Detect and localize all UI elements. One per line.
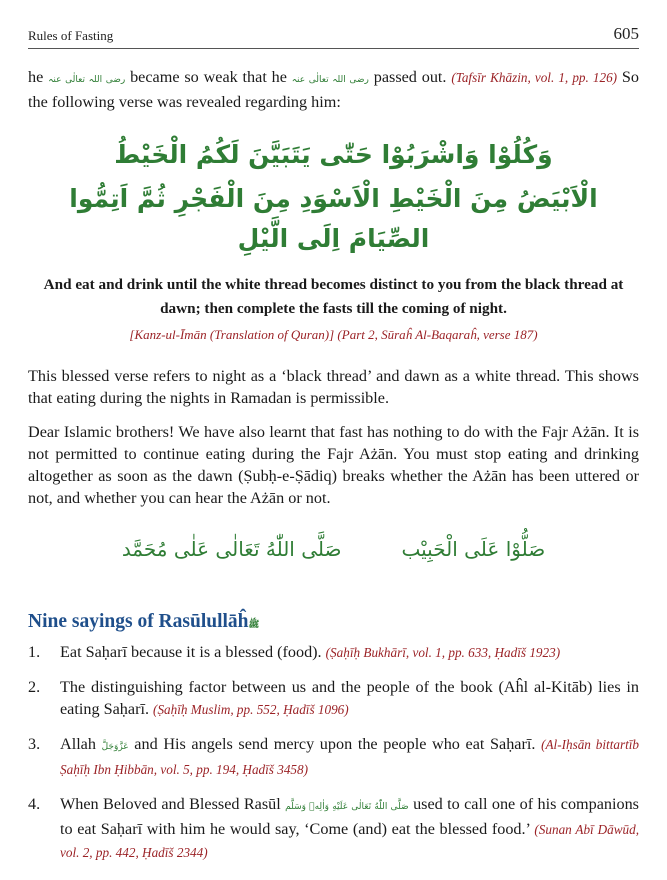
text-run: became so weak that he <box>125 68 292 86</box>
page-header <box>28 22 639 49</box>
paragraph-intro <box>28 66 639 113</box>
text-run: So the following verse was revealed regarding him: <box>28 68 639 111</box>
honorific-glyph: عَزَّوَجَلَّ <box>101 742 129 752</box>
item-text: When Beloved and Blessed Rasūl <box>60 795 286 813</box>
text-run: he <box>28 68 49 86</box>
honorific-glyph: رضی اللہ تعالٰی عنہ <box>48 75 126 85</box>
page-content <box>28 66 639 876</box>
sayings-list <box>28 641 639 864</box>
honorific-glyph: صَلَّى اللّٰهُ تَعَالٰى عَلَيْهِ وَاٰلِهٖ وَسَلَّم <box>285 802 409 812</box>
item-number: 2. <box>28 678 41 696</box>
honorific-glyph: ﷺ <box>248 620 260 630</box>
text-run: passed out. <box>368 68 452 86</box>
verse-citation: [Kanz-ul-Īmān (Translation of Quran)] (Part 2, Sūraĥ Al-Baqaraĥ, verse 187) <box>129 327 538 342</box>
running-title: Rules of Fasting <box>28 28 114 43</box>
paragraph-fajr-azan: Dear Islamic brothers! We have also learnt that fast has nothing to do with the Fajr Ażān. It is not permitted to continue eating during the Fajr Ażān. You must stop eating and drinking altogether as soon as the dawn (Ṣubḥ-e-Ṣādiq) breaks whether the Ażān has been uttered or not, and whether you can hear the Ażān or not. <box>28 423 639 507</box>
salat-left: صَلُّوْا عَلَى الْحَبِيْب <box>401 537 546 561</box>
quran-verse-line-1: وَكُلُوْا وَاشْرَبُوْا حَتّٰى يَتَبَيَّنَ لَكُمُ الْخَيْطُ <box>114 140 553 169</box>
item-text: used to call one of his companions to eat Saḥarī with him he would say, ‘Come (and) eat the blessed food.’ <box>60 795 639 838</box>
list-item <box>28 733 639 781</box>
item-number: 3. <box>28 735 41 753</box>
citation: (Ṣaḥīḥ Muslim, pp. 552, Ḥadīš 1096) <box>153 702 349 717</box>
salat-right: صَلَّى اللّٰهُ تَعَالٰى عَلٰى مُحَمَّد <box>121 537 342 561</box>
item-text: Allah <box>60 735 102 753</box>
salat-calligraphy <box>28 529 639 569</box>
citation: (Ṣaḥīḥ Bukhārī, vol. 1, pp. 633, Ḥadīš 1923) <box>325 645 561 660</box>
citation: (Sunan Abī Dāwūd, vol. 2, pp. 442, Ḥadīš 2344) <box>60 822 639 860</box>
item-text: and His angels send mercy upon the people who eat Saḥarī. <box>128 735 542 753</box>
verse-translation: And eat and drink until the white thread becomes distinct to you from the black thread at dawn; then complete the fasts till the coming of night. <box>43 276 624 317</box>
item-text: The distinguishing factor between us and the people of the book (Aĥl al-Kitāb) lies in eating Saḥarī. <box>60 678 639 718</box>
citation: (Tafsīr Khāzin, vol. 1, pp. 126) <box>451 70 618 85</box>
honorific-glyph: رضی اللہ تعالٰی عنہ <box>291 75 369 85</box>
citation: (Al-Iḥsān bittartīb Ṣaḥīḥ Ibn Ḥibbān, vol. 5, pp. 194, Ḥadīš 3458) <box>60 737 640 777</box>
list-item <box>28 676 639 721</box>
list-item <box>28 793 639 864</box>
page-number: 605 <box>613 24 639 43</box>
heading-text: Nine sayings of Rasūlullāĥ <box>28 611 249 632</box>
list-item <box>28 641 639 664</box>
paragraph-black-thread: This blessed verse refers to night as a ‘black thread’ and dawn as a white thread. This shows that eating during the nights in Ramadan is permissible. <box>28 367 639 407</box>
item-number: 4. <box>28 795 41 813</box>
quran-verse-line-2: الْاَبْيَضُ مِنَ الْخَيْطِ الْاَسْوَدِ مِنَ الْفَجْرِ ثُمَّ اَتِمُّوا الصِّيَامَ اِلَى الَّيْلِ <box>69 184 598 253</box>
section-heading <box>28 611 639 633</box>
item-text: Eat Saḥarī because it is a blessed (food). <box>60 643 326 661</box>
item-number: 1. <box>28 643 41 661</box>
